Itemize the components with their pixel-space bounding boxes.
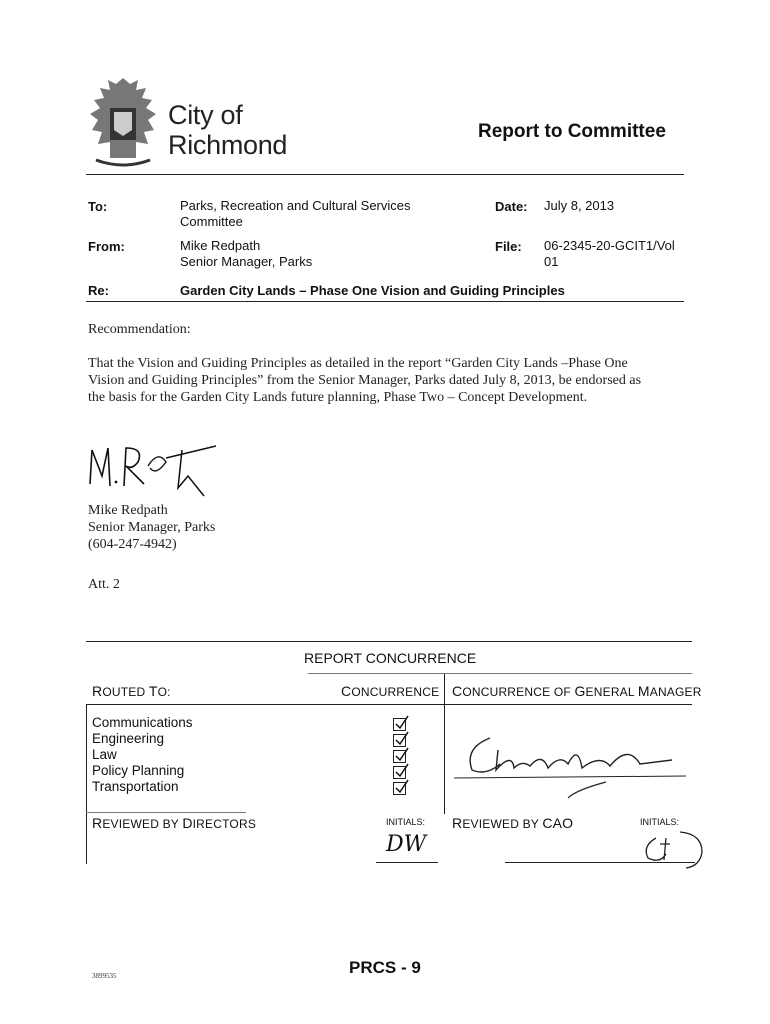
city-crest-logo [86, 74, 160, 168]
department-item: Policy Planning [92, 763, 185, 778]
department-item: Law [92, 747, 117, 762]
file-line2: 01 [544, 254, 559, 269]
cao-initials-mark [636, 826, 708, 872]
concurrence-title: REPORT CONCURRENCE [304, 650, 477, 666]
from-label: From: [88, 239, 125, 254]
department-list [92, 715, 193, 795]
from-line2: Senior Manager, Parks [180, 254, 313, 269]
check-icon [393, 712, 413, 796]
memo-divider [86, 301, 684, 302]
directors-initials: DW [386, 832, 427, 857]
directors-initials-label: INITIALS: [386, 817, 426, 827]
re-label: Re: [88, 283, 109, 298]
from-value [180, 238, 312, 270]
recommendation-heading: Recommendation: [88, 322, 191, 337]
department-item: Communications [92, 715, 193, 730]
attachment-note: Att. 2 [88, 577, 120, 592]
recommendation-line1: That the Vision and Guiding Principles as detailed in the report “Garden City Lands –Phase One [88, 356, 628, 371]
to-value [180, 198, 411, 230]
org-name [168, 100, 287, 160]
department-item: Engineering [92, 731, 165, 746]
recommendation-text [88, 355, 688, 406]
directors-rule [86, 812, 246, 813]
file-label: File: [495, 239, 522, 254]
concurrence-header: CONCURRENCE [341, 683, 440, 699]
reviewed-by-directors: REVIEWED BY DIRECTORS [92, 815, 257, 831]
concurrence-subrule [308, 673, 692, 674]
column-divider [444, 674, 445, 814]
reviewed-by-cao: REVIEWED BY CAO [452, 815, 574, 831]
routed-to-header: ROUTED TO: [92, 683, 171, 699]
to-label: To: [88, 199, 108, 214]
file-line1: 06-2345-20-GCIT1/Vol [544, 238, 675, 253]
general-manager-header: CONCURRENCE OF GENERAL MANAGER [452, 683, 702, 699]
file-value [544, 238, 675, 270]
document-number: 3899535 [92, 972, 117, 980]
re-value: Garden City Lands – Phase One Vision and Guiding Principles [180, 283, 565, 298]
cao-initials-label: INITIALS: [640, 817, 680, 827]
from-line1: Mike Redpath [180, 238, 261, 253]
recommendation-line2: Vision and Guiding Principles” from the Senior Manager, Parks dated July 8, 2013, be endorsed as [88, 373, 642, 388]
concurrence-top-rule [86, 641, 692, 642]
general-manager-signature [450, 724, 690, 802]
to-line2: Committee [180, 214, 243, 229]
report-title: Report to Committee [478, 121, 666, 142]
cao-initials-rule [505, 862, 695, 863]
header-divider [86, 174, 684, 175]
signature-image [86, 436, 226, 506]
signer-title: Senior Manager, Parks [88, 520, 216, 535]
date-label: Date: [495, 199, 528, 214]
date-value: July 8, 2013 [544, 198, 615, 213]
header-row-rule [86, 704, 692, 705]
signer-name: Mike Redpath [88, 503, 168, 518]
page-code: PRCS - 9 [349, 958, 421, 977]
table-left-edge [86, 704, 87, 864]
signer-phone: (604-247-4942) [88, 537, 177, 552]
to-line1: Parks, Recreation and Cultural Services [180, 198, 411, 213]
org-name-line1: City of [168, 100, 243, 130]
org-name-line2: Richmond [168, 130, 288, 160]
department-item: Transportation [92, 779, 179, 794]
recommendation-line3: the basis for the Garden City Lands future planning, Phase Two – Concept Development. [88, 390, 588, 405]
signer-block [88, 502, 215, 553]
directors-initials-rule [376, 862, 438, 863]
